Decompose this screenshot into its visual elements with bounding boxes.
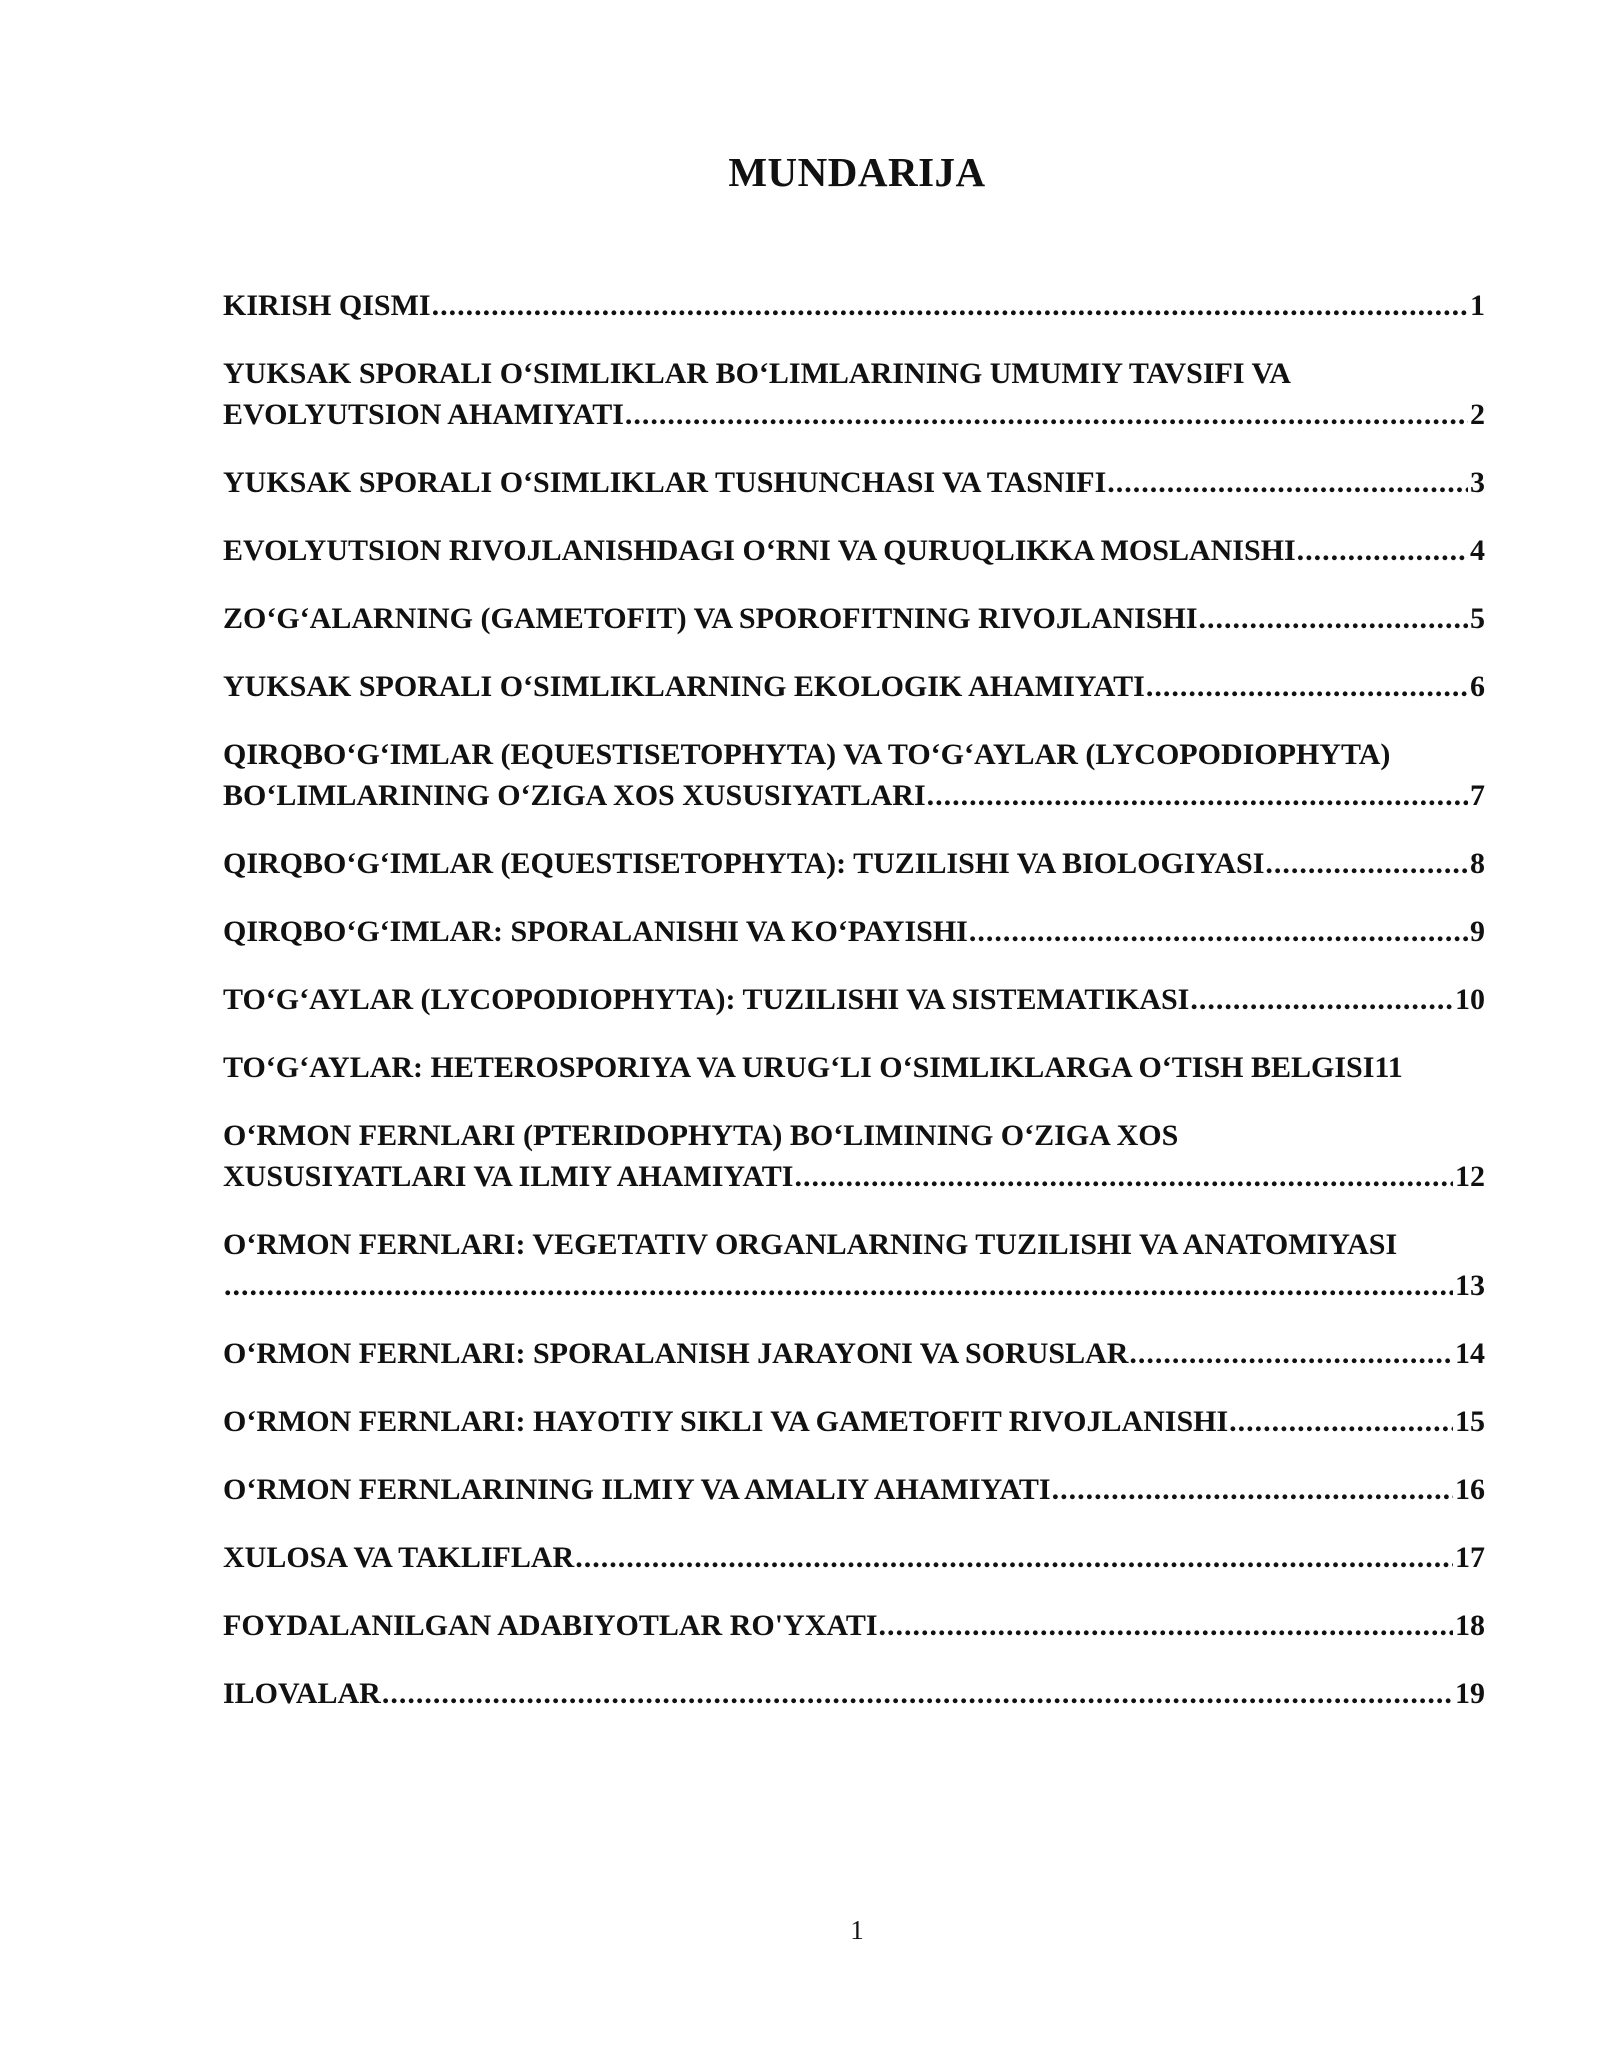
toc-page-number: 7 bbox=[1470, 779, 1485, 812]
toc-entry bbox=[223, 1469, 1485, 1510]
toc-entry-title: ZO‘G‘ALARNING (GAMETOFIT) VA SPOROFITNING RIVOJLANISHI bbox=[223, 602, 1198, 635]
toc-page-number: 17 bbox=[1455, 1541, 1485, 1574]
toc-page-number: 14 bbox=[1455, 1337, 1485, 1370]
toc-page-number: 6 bbox=[1470, 670, 1485, 703]
toc-entry bbox=[223, 843, 1485, 884]
toc-leader-dots bbox=[1107, 462, 1468, 503]
toc-entry bbox=[223, 979, 1485, 1020]
toc-leader-dots bbox=[575, 1537, 1453, 1578]
toc-entry-title: QIRQBO‘G‘IMLAR: SPORALANISHI VA KO‘PAYISHI bbox=[223, 915, 968, 948]
toc-entry bbox=[223, 530, 1485, 571]
toc-page-number: 3 bbox=[1470, 466, 1485, 499]
toc-leader-dots bbox=[224, 1265, 1453, 1306]
toc-entry-title-line2: XUSUSIYATLARI VA ILMIY AHAMIYATI bbox=[223, 1160, 794, 1193]
toc-leader-dots bbox=[625, 394, 1468, 435]
toc-leader-dots bbox=[1052, 1469, 1453, 1510]
toc-leader-dots bbox=[1190, 979, 1453, 1020]
toc-entry-title: TO‘G‘AYLAR (LYCOPODIOPHYTA): TUZILISHI VA SISTEMATIKASI bbox=[223, 983, 1190, 1016]
toc-entry bbox=[223, 1224, 1485, 1306]
toc-entry-title-line1: QIRQBO‘G‘IMLAR (EQUESTISETOPHYTA) VA TO‘G‘AYLAR (LYCOPODIOPHYTA) bbox=[223, 738, 1391, 771]
toc-entry bbox=[223, 598, 1485, 639]
page-number: 1 bbox=[850, 1915, 864, 1945]
toc-entry-title-line1: YUKSAK SPORALI O‘SIMLIKLAR BO‘LIMLARINING UMUMIY TAVSIFI VA bbox=[223, 357, 1291, 390]
toc-leader-dots bbox=[879, 1605, 1453, 1646]
toc-entry-title: YUKSAK SPORALI O‘SIMLIKLAR TUSHUNCHASI VA TASNIFI bbox=[223, 466, 1107, 499]
toc-page-number: 1 bbox=[1470, 289, 1485, 322]
toc-entry bbox=[223, 462, 1485, 503]
toc-page-number: 16 bbox=[1455, 1473, 1485, 1506]
toc-leader-dots bbox=[1265, 843, 1468, 884]
toc-leader-dots bbox=[1146, 666, 1468, 707]
toc-entry-title: ILOVALAR bbox=[223, 1677, 381, 1710]
toc-entry bbox=[223, 285, 1485, 326]
toc-entry-title: XULOSA VA TAKLIFLAR bbox=[223, 1541, 575, 1574]
toc-page-number: 11 bbox=[1374, 1051, 1403, 1084]
page-title: MUNDARIJA bbox=[728, 149, 986, 195]
toc-entry-title: KIRISH QISMI bbox=[223, 289, 431, 322]
toc-entry-title: O‘RMON FERNLARI: SPORALANISH JARAYONI VA SORUSLAR bbox=[223, 1337, 1129, 1370]
toc-entry bbox=[223, 1401, 1485, 1442]
toc-entry bbox=[223, 1605, 1485, 1646]
toc-entry-title: EVOLYUTSION RIVOJLANISHDAGI O‘RNI VA QURUQLIKKA MOSLANISHI bbox=[223, 534, 1296, 567]
toc-entry-title: YUKSAK SPORALI O‘SIMLIKLARNING EKOLOGIK AHAMIYATI bbox=[223, 670, 1145, 703]
toc-entry-title-line2: EVOLYUTSION AHAMIYATI bbox=[223, 398, 624, 431]
toc-leader-dots bbox=[1199, 598, 1468, 639]
toc-leader-dots bbox=[969, 911, 1468, 952]
toc-leader-dots bbox=[1297, 530, 1468, 571]
toc-leader-dots bbox=[1129, 1333, 1453, 1374]
toc-leader-dots bbox=[794, 1156, 1453, 1197]
toc-entry-title: O‘RMON FERNLARI: HAYOTIY SIKLI VA GAMETOFIT RIVOJLANISHI bbox=[223, 1405, 1229, 1438]
toc-entry bbox=[223, 353, 1485, 435]
toc-page-number: 12 bbox=[1455, 1160, 1485, 1193]
toc-page-number: 8 bbox=[1470, 847, 1485, 880]
toc-entry-title: O‘RMON FERNLARINING ILMIY VA AMALIY AHAMIYATI bbox=[223, 1473, 1051, 1506]
toc-page-number: 19 bbox=[1455, 1677, 1485, 1710]
toc-page-number: 4 bbox=[1470, 534, 1485, 567]
toc-page-number: 18 bbox=[1455, 1609, 1485, 1642]
toc-entry-title-line1: O‘RMON FERNLARI (PTERIDOPHYTA) BO‘LIMINING O‘ZIGA XOS bbox=[223, 1119, 1179, 1152]
toc-entry-title: FOYDALANILGAN ADABIYOTLAR RO'YXATI bbox=[223, 1609, 878, 1642]
toc-entry bbox=[223, 1115, 1485, 1197]
toc-entry-title-line1: O‘RMON FERNLARI: VEGETATIV ORGANLARNING TUZILISHI VA ANATOMIYASI bbox=[223, 1228, 1398, 1261]
toc-page-number: 13 bbox=[1455, 1269, 1485, 1302]
toc-leader-dots bbox=[927, 775, 1468, 816]
toc-entry-title-line2: BO‘LIMLARINING O‘ZIGA XOS XUSUSIYATLARI bbox=[223, 779, 926, 812]
toc-leader-dots bbox=[432, 285, 1468, 326]
toc-page-number: 2 bbox=[1470, 398, 1485, 431]
toc-entry bbox=[223, 734, 1485, 816]
toc-entry-title: TO‘G‘AYLAR: HETEROSPORIYA VA URUG‘LI O‘SIMLIKLARGA O‘TISH BELGISI bbox=[223, 1051, 1375, 1084]
toc-entry bbox=[223, 1047, 1485, 1088]
toc-entry bbox=[223, 1333, 1485, 1374]
table-of-contents bbox=[223, 285, 1485, 1741]
toc-entry-title: QIRQBO‘G‘IMLAR (EQUESTISETOPHYTA): TUZILISHI VA BIOLOGIYASI bbox=[223, 847, 1265, 880]
toc-entry bbox=[223, 1673, 1485, 1714]
toc-page-number: 9 bbox=[1470, 915, 1485, 948]
toc-entry bbox=[223, 911, 1485, 952]
toc-entry bbox=[223, 1537, 1485, 1578]
toc-page-number: 15 bbox=[1455, 1405, 1485, 1438]
toc-leader-dots bbox=[382, 1673, 1453, 1714]
toc-page-number: 5 bbox=[1470, 602, 1485, 635]
toc-entry bbox=[223, 666, 1485, 707]
toc-page-number: 10 bbox=[1455, 983, 1485, 1016]
toc-leader-dots bbox=[1229, 1401, 1453, 1442]
